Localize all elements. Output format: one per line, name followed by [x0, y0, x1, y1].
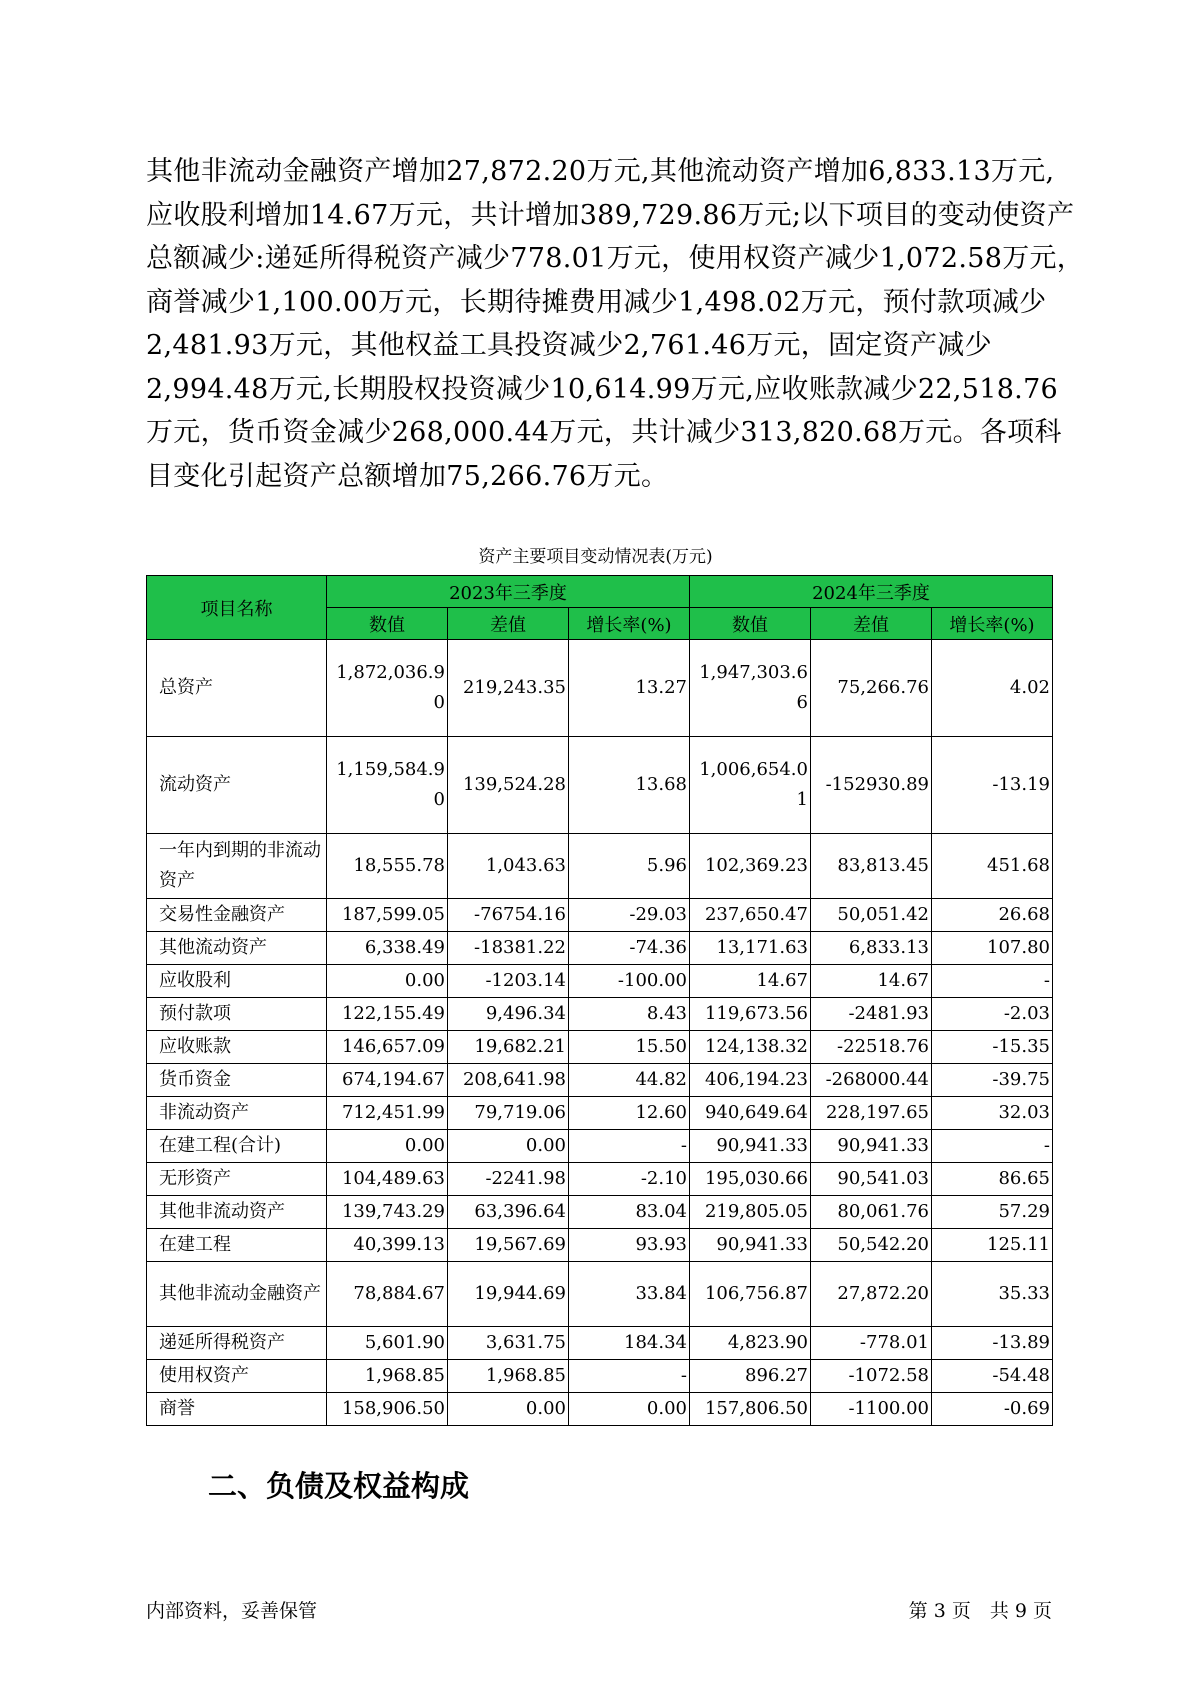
- row-cell-v24: 106,756.87: [690, 1262, 811, 1327]
- row-cell-v24: 1,006,654.01: [690, 737, 811, 834]
- row-cell-v24: 13,171.63: [690, 932, 811, 965]
- row-cell-r24: 26.68: [932, 899, 1053, 932]
- row-cell-r23: 44.82: [569, 1064, 690, 1097]
- row-cell-d23: 19,944.69: [448, 1262, 569, 1327]
- paragraph-line: 万元，货币资金减少268,000.44万元，共计减少313,820.68万元。各项科: [146, 417, 1062, 448]
- row-cell-r24: 57.29: [932, 1196, 1053, 1229]
- row-item-name: 应收股利: [147, 965, 327, 998]
- row-cell-d24: 27,872.20: [811, 1262, 932, 1327]
- row-item-name: 货币资金: [147, 1064, 327, 1097]
- row-cell-v23: 158,906.50: [327, 1393, 448, 1426]
- row-cell-v23: 1,968.85: [327, 1360, 448, 1393]
- row-cell-d23: -76754.16: [448, 899, 569, 932]
- row-cell-v24: 896.27: [690, 1360, 811, 1393]
- row-cell-r23: 12.60: [569, 1097, 690, 1130]
- row-item-name: 商誉: [147, 1393, 327, 1426]
- row-cell-d24: 50,051.42: [811, 899, 932, 932]
- row-cell-r23: 8.43: [569, 998, 690, 1031]
- row-cell-r23: 13.68: [569, 737, 690, 834]
- row-cell-v23: 187,599.05: [327, 899, 448, 932]
- table-row: [147, 640, 1053, 737]
- row-item-name: 在建工程: [147, 1229, 327, 1262]
- paragraph-line: 目变化引起资产总额增加75,266.76万元。: [146, 460, 669, 492]
- row-cell-d24: 228,197.65: [811, 1097, 932, 1130]
- row-cell-d24: -268000.44: [811, 1064, 932, 1097]
- table-row: [147, 1229, 1053, 1262]
- table-row: [147, 1327, 1053, 1360]
- row-cell-d23: 208,641.98: [448, 1064, 569, 1097]
- asset-change-table: [146, 575, 1053, 1426]
- row-cell-v23: 78,884.67: [327, 1262, 448, 1327]
- row-cell-v23: 139,743.29: [327, 1196, 448, 1229]
- row-cell-v23: 18,555.78: [327, 834, 448, 899]
- row-cell-r24: 86.65: [932, 1163, 1053, 1196]
- row-cell-r24: 32.03: [932, 1097, 1053, 1130]
- row-cell-r23: 184.34: [569, 1327, 690, 1360]
- table-row: [147, 1360, 1053, 1393]
- table-row: [147, 932, 1053, 965]
- row-cell-v23: 5,601.90: [327, 1327, 448, 1360]
- row-cell-d23: 79,719.06: [448, 1097, 569, 1130]
- row-cell-r23: 33.84: [569, 1262, 690, 1327]
- paragraph-line: 商誉减少1,100.00万元，长期待摊费用减少1,498.02万元，预付款项减少: [146, 286, 1047, 318]
- row-cell-r23: 83.04: [569, 1196, 690, 1229]
- row-item-name: 预付款项: [147, 998, 327, 1031]
- row-cell-r24: 4.02: [932, 640, 1053, 737]
- paragraph-line: 2,481.93万元，其他权益工具投资减少2,761.46万元，固定资产减少: [146, 330, 992, 361]
- row-cell-d24: -1072.58: [811, 1360, 932, 1393]
- row-cell-r24: -0.69: [932, 1393, 1053, 1426]
- row-item-name: 其他流动资产: [147, 932, 327, 965]
- row-cell-v23: 674,194.67: [327, 1064, 448, 1097]
- row-item-name: 使用权资产: [147, 1360, 327, 1393]
- row-cell-d23: 0.00: [448, 1130, 569, 1163]
- row-cell-d23: -18381.22: [448, 932, 569, 965]
- row-cell-d24: 50,542.20: [811, 1229, 932, 1262]
- row-cell-d24: 90,541.03: [811, 1163, 932, 1196]
- row-cell-v24: 195,030.66: [690, 1163, 811, 1196]
- row-cell-d24: 83,813.45: [811, 834, 932, 899]
- row-cell-v24: 406,194.23: [690, 1064, 811, 1097]
- row-cell-r23: -29.03: [569, 899, 690, 932]
- table-row: [147, 1097, 1053, 1130]
- row-cell-r24: -2.03: [932, 998, 1053, 1031]
- row-cell-d23: 19,682.21: [448, 1031, 569, 1064]
- table-row: [147, 965, 1053, 998]
- row-item-name: 其他非流动金融资产: [147, 1262, 327, 1327]
- table-row: [147, 1130, 1053, 1163]
- row-cell-r24: 35.33: [932, 1262, 1053, 1327]
- row-cell-d23: 63,396.64: [448, 1196, 569, 1229]
- row-cell-v24: 119,673.56: [690, 998, 811, 1031]
- row-cell-d23: 3,631.75: [448, 1327, 569, 1360]
- row-cell-r23: 13.27: [569, 640, 690, 737]
- row-cell-d24: -1100.00: [811, 1393, 932, 1426]
- table-row: [147, 899, 1053, 932]
- row-cell-d24: 14.67: [811, 965, 932, 998]
- footer-confidential: 内部资料，妥善保管: [146, 1600, 318, 1622]
- row-cell-v24: 219,805.05: [690, 1196, 811, 1229]
- table-row: [147, 1064, 1053, 1097]
- row-cell-r23: -: [569, 1130, 690, 1163]
- row-cell-r23: 5.96: [569, 834, 690, 899]
- row-item-name: 应收账款: [147, 1031, 327, 1064]
- row-cell-r24: -13.19: [932, 737, 1053, 834]
- row-cell-d24: 75,266.76: [811, 640, 932, 737]
- row-cell-d24: 80,061.76: [811, 1196, 932, 1229]
- table-row: [147, 1262, 1053, 1327]
- row-cell-v23: 0.00: [327, 1130, 448, 1163]
- header-item-name: 项目名称: [147, 576, 327, 640]
- row-cell-v23: 0.00: [327, 965, 448, 998]
- row-item-name: 总资产: [147, 640, 327, 737]
- row-cell-d23: -2241.98: [448, 1163, 569, 1196]
- row-cell-r23: 93.93: [569, 1229, 690, 1262]
- row-cell-r24: -39.75: [932, 1064, 1053, 1097]
- header-rate-2024: 增长率(%): [932, 608, 1053, 640]
- header-period-2024: 2024年三季度: [690, 576, 1053, 608]
- row-cell-r24: -: [932, 1130, 1053, 1163]
- row-cell-v24: 90,941.33: [690, 1130, 811, 1163]
- table-row: [147, 1196, 1053, 1229]
- row-item-name: 流动资产: [147, 737, 327, 834]
- row-item-name: 非流动资产: [147, 1097, 327, 1130]
- header-diff-2024: 差值: [811, 608, 932, 640]
- row-cell-d24: 90,941.33: [811, 1130, 932, 1163]
- row-cell-d24: -152930.89: [811, 737, 932, 834]
- table-row: [147, 1393, 1053, 1426]
- row-cell-d24: -778.01: [811, 1327, 932, 1360]
- row-item-name: 其他非流动资产: [147, 1196, 327, 1229]
- row-cell-r24: 107.80: [932, 932, 1053, 965]
- row-cell-v24: 124,138.32: [690, 1031, 811, 1064]
- row-cell-v23: 104,489.63: [327, 1163, 448, 1196]
- header-rate-2023: 增长率(%): [569, 608, 690, 640]
- row-item-name: 一年内到期的非流动资产: [147, 834, 327, 899]
- header-value-2023: 数值: [327, 608, 448, 640]
- row-cell-r23: -100.00: [569, 965, 690, 998]
- row-cell-r24: -13.89: [932, 1327, 1053, 1360]
- row-cell-v23: 146,657.09: [327, 1031, 448, 1064]
- row-cell-v23: 6,338.49: [327, 932, 448, 965]
- row-cell-v24: 90,941.33: [690, 1229, 811, 1262]
- row-cell-d24: 6,833.13: [811, 932, 932, 965]
- section-heading: 二、负债及权益构成: [208, 1469, 470, 1503]
- row-cell-v23: 122,155.49: [327, 998, 448, 1031]
- body-paragraph: [146, 150, 1085, 498]
- row-cell-d23: 0.00: [448, 1393, 569, 1426]
- row-cell-d23: -1203.14: [448, 965, 569, 998]
- row-cell-d24: -2481.93: [811, 998, 932, 1031]
- table-row: [147, 1031, 1053, 1064]
- table-row: [147, 737, 1053, 834]
- row-item-name: 交易性金融资产: [147, 899, 327, 932]
- row-cell-d23: 1,968.85: [448, 1360, 569, 1393]
- row-cell-v24: 4,823.90: [690, 1327, 811, 1360]
- row-cell-r24: 125.11: [932, 1229, 1053, 1262]
- row-cell-r23: 15.50: [569, 1031, 690, 1064]
- paragraph-line: 总额减少:递延所得税资产减少778.01万元，使用权资产减少1,072.58万元，: [146, 243, 1085, 274]
- row-cell-d23: 19,567.69: [448, 1229, 569, 1262]
- row-cell-r23: -: [569, 1360, 690, 1393]
- row-cell-d23: 139,524.28: [448, 737, 569, 834]
- paragraph-line: 其他非流动金融资产增加27,872.20万元,其他流动资产增加6,833.13万元,: [146, 156, 1055, 187]
- header-value-2024: 数值: [690, 608, 811, 640]
- row-cell-v24: 940,649.64: [690, 1097, 811, 1130]
- row-cell-v24: 157,806.50: [690, 1393, 811, 1426]
- row-cell-d23: 219,243.35: [448, 640, 569, 737]
- row-cell-v24: 14.67: [690, 965, 811, 998]
- row-cell-r23: 0.00: [569, 1393, 690, 1426]
- table-row: [147, 834, 1053, 899]
- header-period-2023: 2023年三季度: [327, 576, 690, 608]
- paragraph-line: 2,994.48万元,长期股权投资减少10,614.99万元,应收账款减少22,518.76: [146, 373, 1059, 405]
- header-diff-2023: 差值: [448, 608, 569, 640]
- row-cell-r24: 451.68: [932, 834, 1053, 899]
- row-item-name: 在建工程(合计): [147, 1130, 327, 1163]
- footer-page-number: 第 3 页 共 9 页: [908, 1600, 1052, 1622]
- row-cell-v23: 712,451.99: [327, 1097, 448, 1130]
- row-cell-d23: 9,496.34: [448, 998, 569, 1031]
- row-cell-r23: -2.10: [569, 1163, 690, 1196]
- table-caption: 资产主要项目变动情况表(万元): [478, 547, 713, 567]
- row-cell-r23: -74.36: [569, 932, 690, 965]
- paragraph-line: 应收股利增加14.67万元，共计增加389,729.86万元;以下项目的变动使资产: [146, 199, 1075, 231]
- row-item-name: 无形资产: [147, 1163, 327, 1196]
- row-cell-r24: -54.48: [932, 1360, 1053, 1393]
- row-cell-v23: 1,159,584.90: [327, 737, 448, 834]
- row-cell-r24: -: [932, 965, 1053, 998]
- row-cell-d24: -22518.76: [811, 1031, 932, 1064]
- table-row: [147, 1163, 1053, 1196]
- table-row: [147, 998, 1053, 1031]
- row-cell-v24: 237,650.47: [690, 899, 811, 932]
- row-cell-v24: 102,369.23: [690, 834, 811, 899]
- row-cell-r24: -15.35: [932, 1031, 1053, 1064]
- row-cell-d23: 1,043.63: [448, 834, 569, 899]
- row-cell-v23: 1,872,036.90: [327, 640, 448, 737]
- row-cell-v24: 1,947,303.66: [690, 640, 811, 737]
- row-item-name: 递延所得税资产: [147, 1327, 327, 1360]
- row-cell-v23: 40,399.13: [327, 1229, 448, 1262]
